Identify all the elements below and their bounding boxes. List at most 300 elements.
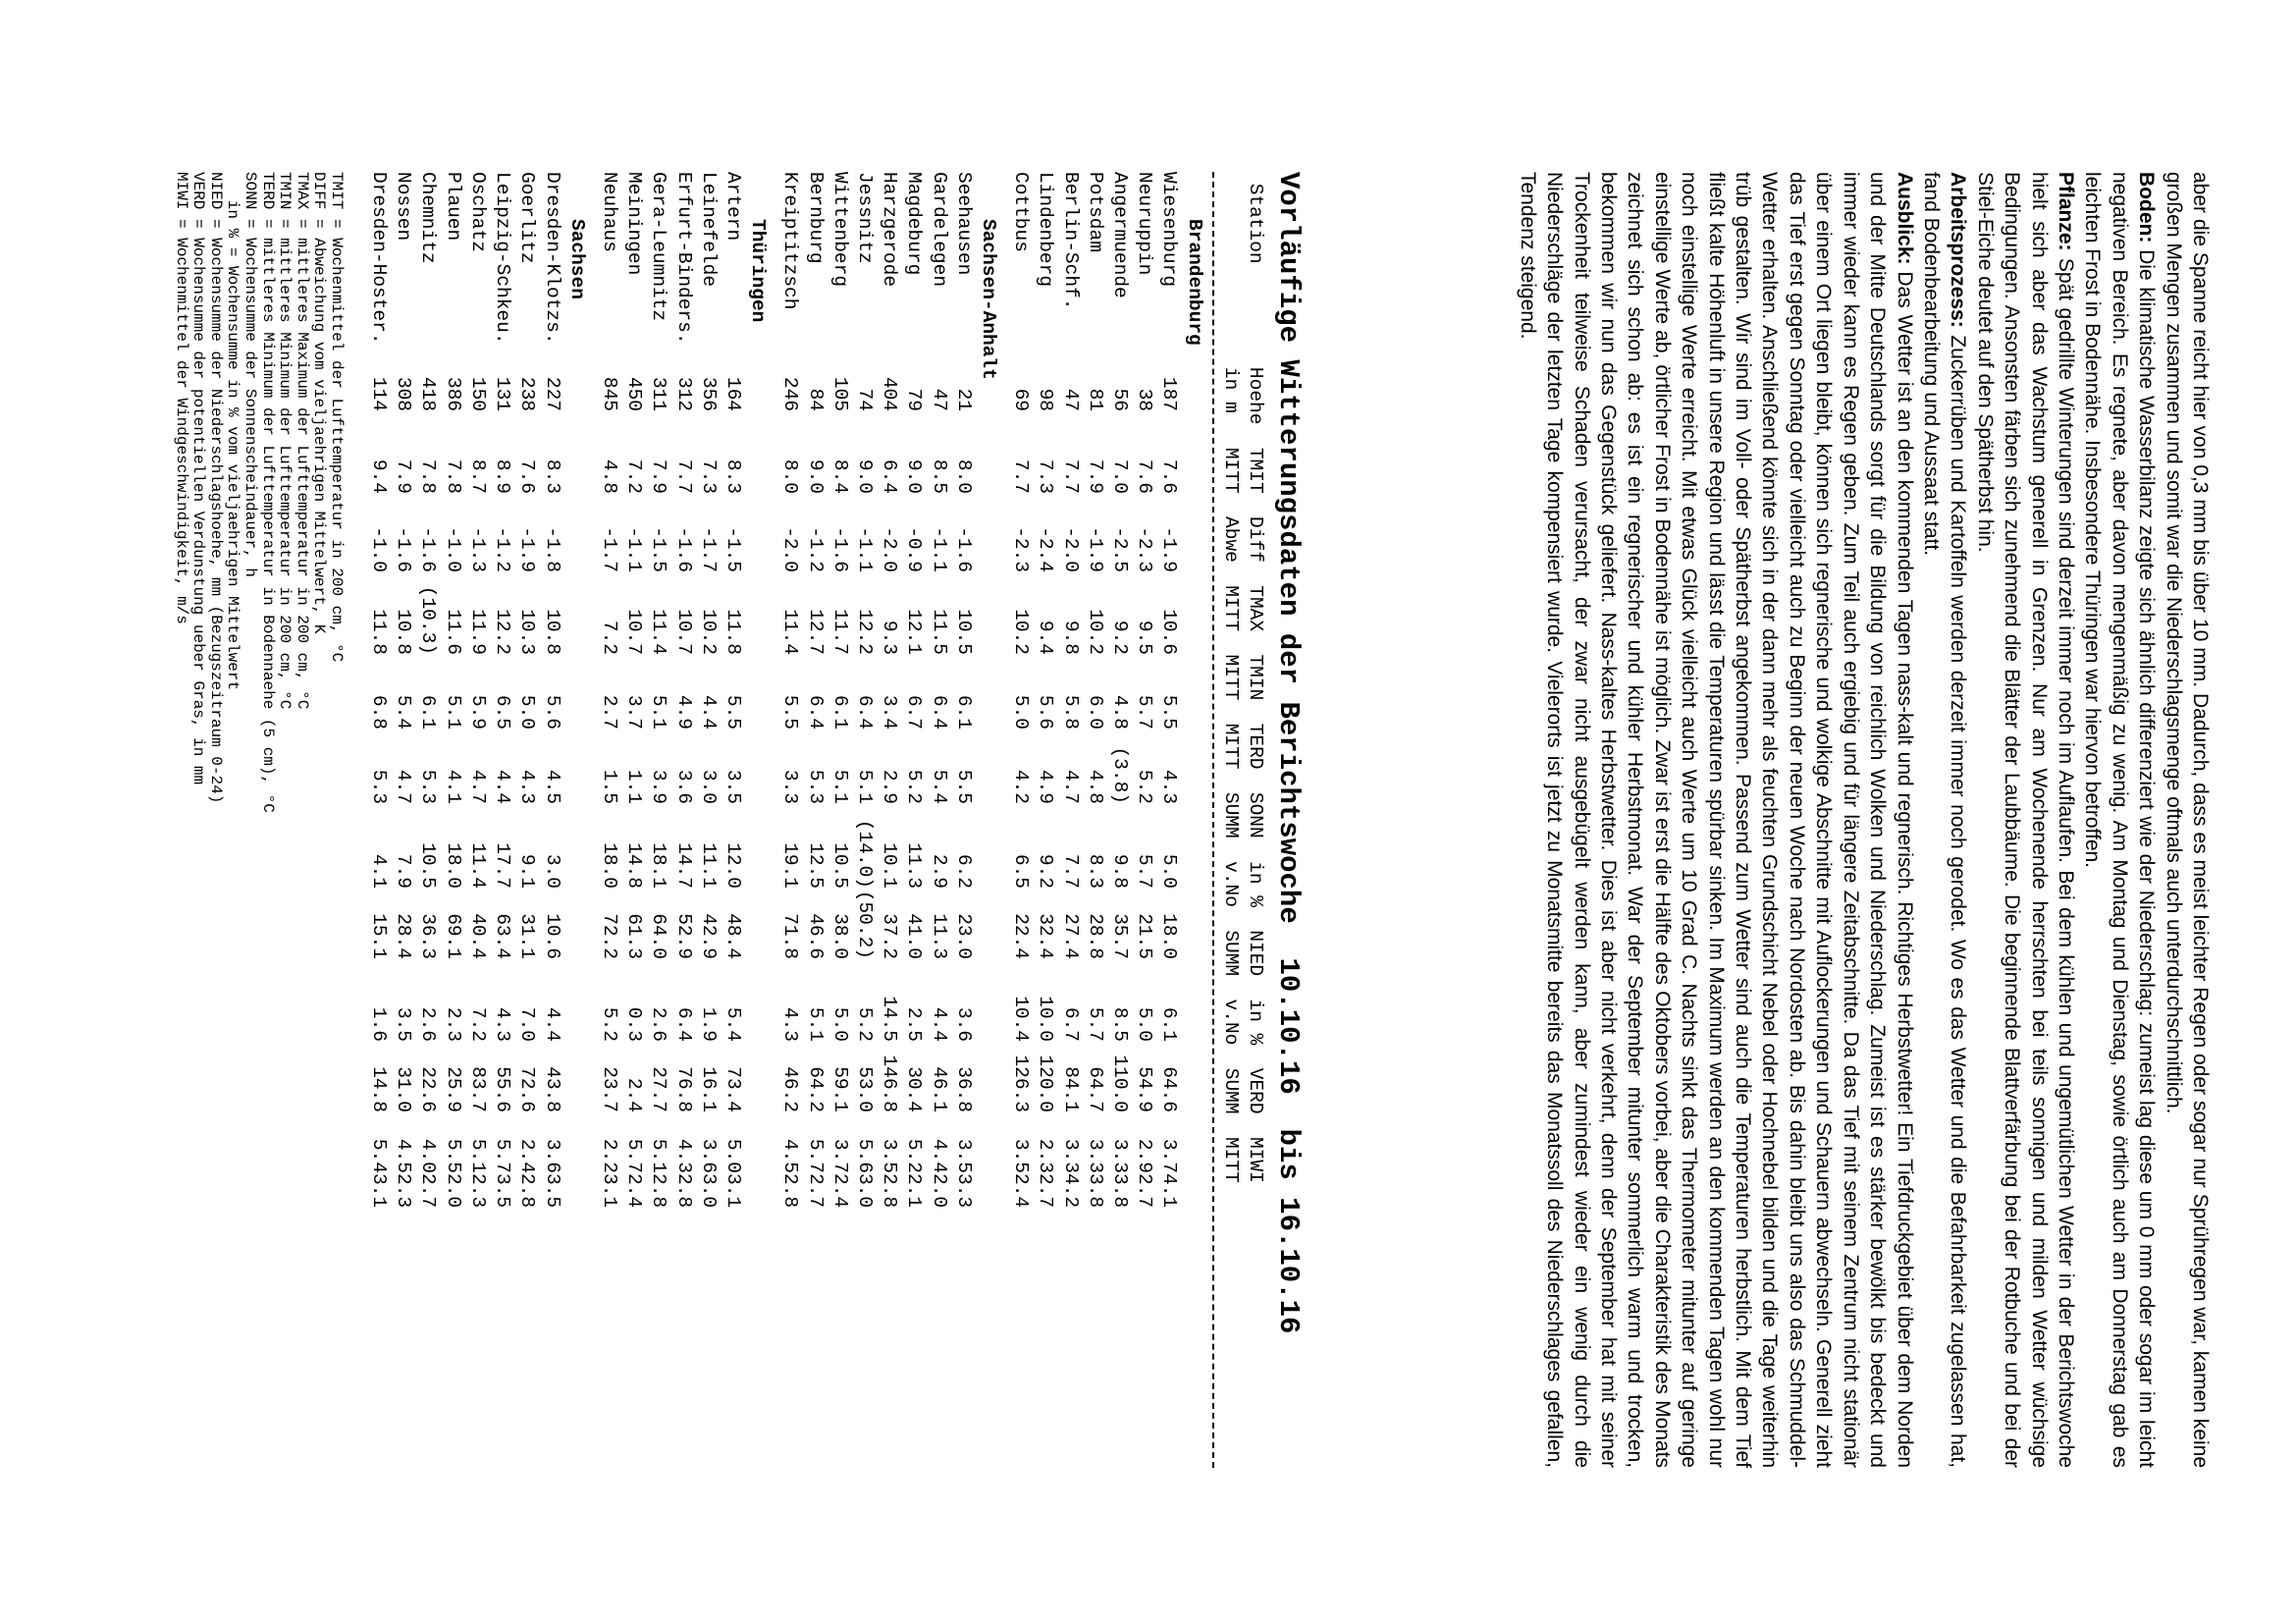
station-value: 6.1 (1158, 1006, 1181, 1042)
station-value: 7.2 (598, 620, 620, 655)
station-value: 11.6 (442, 609, 464, 655)
station-value: 3.0 (697, 769, 720, 804)
station-value: 6.8 (368, 694, 391, 730)
station-value: 2.3 (393, 1173, 415, 1209)
station-value: 21.5 (1134, 913, 1156, 959)
station-row (1008, 172, 1033, 1468)
station-value: -1.6 (393, 526, 415, 572)
station-value: 8.7 (466, 459, 489, 494)
station-value: 2.6 (648, 1006, 670, 1042)
station-value: 5.8 (1059, 694, 1082, 730)
station-value: 64.6 (1158, 1066, 1181, 1112)
station-row (1083, 172, 1107, 1468)
station-row (514, 172, 539, 1468)
station-value: 11.4 (648, 609, 670, 655)
station-value: 8.3 (1084, 853, 1106, 889)
station-value: 18.0 (598, 842, 620, 889)
station-value: 59.1 (828, 1066, 851, 1112)
station-value: 2.8 (779, 1173, 802, 1209)
station-value: 40.4 (466, 913, 489, 959)
station-value: 76.8 (672, 1066, 695, 1112)
station-value: 5.2 (853, 1006, 876, 1042)
station-value: 3.3 (1059, 1138, 1082, 1173)
station-value: 3.9 (648, 769, 670, 804)
header-divider (1212, 172, 1214, 1468)
station-value: 4.4 (492, 769, 514, 804)
station-value: 7.2 (466, 1006, 489, 1042)
station-value: 42.9 (697, 913, 720, 959)
station-value: 9.4 (1035, 620, 1057, 655)
station-value: 7.7 (1010, 459, 1033, 494)
station-value: 10.6 (1158, 609, 1181, 655)
station-value: 5.1 (648, 694, 670, 730)
station-value: 7.3 (697, 459, 720, 494)
station-value: 23.7 (598, 1066, 620, 1112)
station-value: 9.8 (1108, 853, 1131, 889)
station-value: 450 (623, 376, 646, 411)
station-value: 238 (516, 376, 539, 411)
station-row (465, 172, 490, 1468)
station-value: 5.7 (804, 1138, 827, 1173)
station-value: (10.3) (417, 585, 440, 655)
station-value: 386 (442, 376, 464, 411)
station-value: 10.2 (697, 609, 720, 655)
station-value: 5.5 (779, 694, 802, 730)
station-value: 3.5 (393, 1006, 415, 1042)
abbreviation-legend (172, 172, 345, 1468)
station-value: 3.6 (697, 1138, 720, 1173)
station-value: 2.8 (516, 1173, 539, 1209)
station-value: -1.1 (623, 526, 646, 572)
paragraph-boden: Boden: Die klimatische Wasserbilanz zeigte sich ähnlich differenziert wie der Niederschlag: zumeist lag diese um 0 mm oder sogar im leicht negativen Bereich. Es regnete, aber davon mengenmäßig zu wenig. Am Montag und Dienstag, sowie örtlich auch am Donnerstag gab es leichten Frost in Bodennähe. Insbesondere Thüringen war hiervon betroffen. (2081, 172, 2159, 1468)
station-value: 3.1 (368, 1173, 391, 1209)
station-value: 4.5 (779, 1138, 802, 1173)
station-value: 11.3 (928, 913, 950, 959)
station-value: 120.0 (1035, 1055, 1057, 1112)
station-value: 5.3 (417, 769, 440, 804)
station-value: 3.5 (1010, 1138, 1033, 1173)
station-row (415, 172, 440, 1468)
station-value: 4.7 (393, 769, 415, 804)
station-value: 2.8 (648, 1173, 670, 1209)
station-value: 21 (952, 388, 975, 411)
station-value: 7.7 (672, 459, 695, 494)
station-value: (3.8) (1108, 746, 1131, 804)
station-value: 37.2 (879, 913, 901, 959)
group-spacer (1000, 172, 1008, 1468)
station-name: Magdeburg (903, 172, 926, 276)
station-value: 5.0 (721, 1138, 744, 1173)
station-value: 2.7 (598, 694, 620, 730)
report-title: Vorläufige Witterungsdaten der Berichtswoche 10.10.16 bis 16.10.16 (1272, 172, 1305, 1334)
station-value: 5.2 (903, 769, 926, 804)
station-value: 4.3 (492, 1006, 514, 1042)
station-name: Oschatz (466, 172, 489, 252)
station-name: Harzgerode (879, 172, 901, 288)
station-value: 5.6 (1035, 694, 1057, 730)
station-row (490, 172, 514, 1468)
station-value: 0.3 (623, 1006, 646, 1042)
station-value: 4.3 (516, 769, 539, 804)
station-value: 4.5 (393, 1138, 415, 1173)
station-value: 27.4 (1059, 913, 1082, 959)
station-value: 3.3 (1084, 1138, 1106, 1173)
station-value: 64.0 (648, 913, 670, 959)
station-value: 47 (1059, 388, 1082, 411)
station-value: -2.3 (1010, 526, 1033, 572)
paragraph-ausblick: Ausblick: Das Wetter ist an den kommenden Tagen nass-kalt und regnerisch. Richtiges Herbstwetter! Ein Tiefdruckgebiet über dem Norden und der Mitte Deutschlands sorgt für die Bildung von reichlich Wolken und Niederschlag. Zumeist ist es stärker bewölkt bis bedeckt und immer wieder kann es Regen geben. Zum Teil auch ergiebig und für längere Zeitabschnitte. Da das Tief mit seinem Zentrum nicht stationär über einem Ort liegen bleibt, können sich regnerische und wolkige Abschnitte mit Auflockerungen und Schauern abwechseln. Generell zieht das Tief erst gegen Sonntag oder vielleicht auch zu Beginn der neuen Woche nach Nordosten ab. Bis dahin bleibt uns also das Schmuddel-Wetter erhalten. Anschließend könnte sich in der dann mehr als feuchten Grundschicht Nebel oder Hochnebel bilden und die Tage weiterhin trüb gestalten. Wir sind im Voll- oder Spätherbst angekommen. Passend zum Wetter sind auch die Temperaturen herbstlich. Mit dem Tief fließt kalte Höhenluft in unsere Region und lässt die Temperaturen spürbar sinken. Im Maximum werden an den kommenden Tagen wohl nur noch einstellige Werte erreicht. Mit etwas Glück vielleicht auch Werte um 10 Grad C. Nachts sinkt das Thermometer mitunter auf geringe einstellige Werte ab, örtlicher Frost in Bodennähe ist möglich. Zwar ist erst die Hälfte des Oktobers vorbei, aber die Charakteristik des Monats zeichnet sich schon ab: es ist ein regnerischer und kühler Herbstmonat. War der September mitunter sommerlich warm und trocken, bekommen wir nun das Gegenstück geliefert. Nass-kaltes Herbstwetter. Dies ist aber nicht verkehrt, denn der September hat mit seiner Trockenheit teilweise Schaden verursacht, der zwar nicht ausgebügelt werden kann, aber zumindest wieder ein wenig durch die Niederschläge der letzten Tage kompensiert wurde. Vielerorts ist jetzt zu Monatsmitte bereits das Monatssoll des Niederschlages gefallen, Tendenz steigend. (1516, 172, 1916, 1468)
station-value: 12.5 (804, 842, 827, 889)
station-value: -2.5 (1108, 526, 1131, 572)
station-table (366, 172, 1206, 1468)
legend-line: TMIT = Wochenmittel der Lufttemperatur in 200 cm, °C (327, 172, 346, 663)
station-value: 9.3 (879, 620, 901, 655)
station-value: 5.1 (442, 694, 464, 730)
station-value: 53.0 (853, 1066, 876, 1112)
station-row (721, 172, 745, 1468)
station-value: 5.3 (804, 769, 827, 804)
station-value: 22.6 (417, 1066, 440, 1112)
station-value: 81 (1084, 388, 1106, 411)
station-value: 5.1 (804, 1006, 827, 1042)
station-value: 3.5 (541, 1173, 563, 1209)
station-value: 3.1 (598, 1173, 620, 1209)
paragraph-precipitation: aber die Spanne reicht hier von 0,3 mm bis über 10 mm. Dadurch, dass es meist leichter Regen oder sogar nur Sprühregen war, kamen keine großen Mengen zusammen und somit war die Niederschlagsmenge oftmals auch unterdurchschnittlich. (2162, 172, 2212, 1468)
station-value: 27.7 (648, 1066, 670, 1112)
station-value: 2.4 (828, 1173, 851, 1209)
station-value: 2.8 (672, 1173, 695, 1209)
station-value: 9.2 (1035, 853, 1057, 889)
station-row (597, 172, 621, 1468)
station-value: 10.6 (541, 913, 563, 959)
station-value: -2.0 (879, 526, 901, 572)
station-name: Berlin-Schf. (1059, 172, 1082, 310)
station-value: 4.4 (928, 1138, 950, 1173)
station-value: (50.2) (853, 890, 876, 959)
group-spacer (589, 172, 597, 1468)
station-value: 5.1 (648, 1138, 670, 1173)
region-heading: Sachsen (565, 219, 588, 299)
station-value: 4.5 (541, 769, 563, 804)
station-value: 7.7 (1059, 459, 1082, 494)
station-row (926, 172, 950, 1468)
station-row (391, 172, 415, 1468)
station-value: 4.4 (697, 694, 720, 730)
station-value: 7.0 (1108, 459, 1131, 494)
station-value: -1.6 (828, 526, 851, 572)
station-row (1033, 172, 1057, 1468)
station-value: 6.4 (804, 694, 827, 730)
station-value: -1.0 (368, 526, 391, 572)
station-value: 10.7 (672, 609, 695, 655)
station-value: 7.9 (393, 459, 415, 494)
station-value: 16.1 (697, 1066, 720, 1112)
station-value: 6.4 (879, 459, 901, 494)
station-value: -1.1 (928, 526, 950, 572)
station-value: -2.0 (779, 526, 802, 572)
station-value: 5.4 (721, 1006, 744, 1042)
station-value: 5.7 (1134, 853, 1156, 889)
station-value: -2.0 (1059, 526, 1082, 572)
station-value: 5.3 (368, 769, 391, 804)
station-value: 48.4 (721, 913, 744, 959)
station-value: 69 (1010, 388, 1033, 411)
station-row (852, 172, 877, 1468)
station-value: 7.6 (1158, 459, 1181, 494)
table-header-line-2: in m MITT Abwe MITT MITT MITT SUMM v.No SUMM v.No SUMM MITT (1219, 172, 1242, 1183)
station-value: -1.6 (952, 526, 975, 572)
station-value: 308 (393, 376, 415, 411)
station-value: 3.4 (879, 694, 901, 730)
group-spacer (770, 172, 777, 1468)
station-value: -1.5 (648, 526, 670, 572)
station-value: 7.8 (442, 459, 464, 494)
legend-line: SONN = Wochensumme der Sonnenscheindauer, h (240, 172, 259, 577)
station-value: 10.3 (516, 609, 539, 655)
station-value: 10.8 (393, 609, 415, 655)
station-value: 10.0 (1035, 996, 1057, 1042)
station-value: 3.3 (1108, 1138, 1131, 1173)
station-value: 35.7 (1108, 913, 1131, 959)
station-name: Bernburg (804, 172, 827, 264)
station-value: 2.7 (417, 1173, 440, 1209)
station-value: 46.1 (928, 1066, 950, 1112)
station-name: Neuruppin (1134, 172, 1156, 276)
boden-label: Boden: (2135, 172, 2159, 243)
station-value: 14.8 (623, 842, 646, 889)
station-name: Gardelegen (928, 172, 950, 288)
station-row (1132, 172, 1156, 1468)
station-value: 8.5 (1108, 1006, 1131, 1042)
station-value: 3.8 (1108, 1173, 1131, 1209)
station-value: 5.9 (466, 694, 489, 730)
station-value: -0.9 (903, 526, 926, 572)
station-value: 6.5 (492, 694, 514, 730)
station-value: 4.1 (368, 853, 391, 889)
station-value: 6.1 (417, 694, 440, 730)
station-name: Neuhaus (598, 172, 620, 252)
station-value: 5.2 (598, 1006, 620, 1042)
station-value: 4.3 (779, 1006, 802, 1042)
station-name: Meiningen (623, 172, 646, 276)
station-value: 8.4 (828, 459, 851, 494)
legend-line: MIWI = Wochenmittel der Windgeschwindigkeit, m/s (172, 172, 190, 624)
station-value: 11.8 (721, 609, 744, 655)
station-value: 5.2 (1134, 769, 1156, 804)
station-value: 55.6 (492, 1066, 514, 1112)
station-value: 3.6 (672, 769, 695, 804)
station-value: 110.0 (1108, 1055, 1131, 1112)
station-value: 2.2 (598, 1138, 620, 1173)
station-name: Erfurt-Binders. (672, 172, 695, 345)
station-value: 2.4 (516, 1138, 539, 1173)
station-value: 2.4 (623, 1077, 646, 1112)
station-name: Dresden-Klotzs. (541, 172, 563, 345)
station-value: 14.8 (368, 1066, 391, 1112)
station-name: Leinefelde (697, 172, 720, 288)
station-value: 3.7 (828, 1138, 851, 1173)
station-value: 2.9 (879, 769, 901, 804)
station-name: Artern (721, 172, 744, 242)
station-value: 2.4 (1010, 1173, 1033, 1209)
station-value: 5.1 (828, 769, 851, 804)
station-value: 98 (1035, 388, 1057, 411)
pflanze-label: Pflanze: (2054, 172, 2077, 251)
station-value: 2.7 (804, 1173, 827, 1209)
station-value: 56 (1108, 388, 1131, 411)
station-value: 5.0 (1158, 853, 1181, 889)
station-value: 10.2 (1084, 609, 1106, 655)
station-value: 187 (1158, 376, 1181, 411)
station-value: 6.4 (672, 1006, 695, 1042)
station-value: 83.7 (466, 1066, 489, 1112)
station-name: Plauen (442, 172, 464, 242)
station-value: 5.5 (442, 1138, 464, 1173)
station-value: 7.7 (1059, 853, 1082, 889)
station-value: 6.1 (952, 694, 975, 730)
station-value: 7.8 (417, 459, 440, 494)
station-value: 5.1 (466, 1138, 489, 1173)
station-value: 9.0 (804, 459, 827, 494)
station-value: 3.1 (721, 1173, 744, 1209)
station-value: 6.1 (828, 694, 851, 730)
station-value: 43.8 (541, 1066, 563, 1112)
station-value: 41.0 (903, 913, 926, 959)
station-value: -1.0 (442, 526, 464, 572)
station-value: 9.2 (1108, 620, 1131, 655)
station-value: 3.7 (1158, 1138, 1181, 1173)
station-value: 3.3 (779, 769, 802, 804)
station-value: 79 (903, 388, 926, 411)
station-value: 5.7 (1134, 694, 1156, 730)
station-name: Nossen (393, 172, 415, 242)
station-value: 7.2 (623, 459, 646, 494)
station-value: -2.4 (1035, 526, 1057, 572)
station-name: Cottbus (1010, 172, 1033, 252)
station-value: 5.4 (393, 694, 415, 730)
station-value: 7.6 (516, 459, 539, 494)
station-value: 418 (417, 376, 440, 411)
station-value: 28.8 (1084, 913, 1106, 959)
station-value: 6.7 (903, 694, 926, 730)
station-value: 311 (648, 376, 670, 411)
station-value: -1.2 (492, 526, 514, 572)
station-value: 10.8 (541, 609, 563, 655)
station-value: 8.0 (779, 459, 802, 494)
station-value: 84.1 (1059, 1066, 1082, 1112)
station-row (441, 172, 465, 1468)
station-value: 4.8 (1108, 694, 1131, 730)
station-value: -1.6 (417, 526, 440, 572)
station-value: 7.3 (1035, 459, 1057, 494)
station-value: 5.2 (903, 1138, 926, 1173)
station-row (1156, 172, 1181, 1468)
station-value: 4.9 (1035, 769, 1057, 804)
legend-line: TMAX = mittleres Maximum der Lufttemperatur in 200 cm, °C (293, 172, 311, 710)
region-heading: Brandenburg (1183, 219, 1205, 346)
station-row (951, 172, 976, 1468)
station-value: 5.5 (1158, 694, 1181, 730)
station-value: 7.9 (648, 459, 670, 494)
station-row (1057, 172, 1082, 1468)
station-value: 2.5 (903, 1006, 926, 1042)
station-value: 404 (879, 376, 901, 411)
arbeitsprozess-label: Arbeitsprozess: (1947, 172, 1970, 328)
station-name: Wittenberg (828, 172, 851, 288)
station-value: -1.7 (697, 526, 720, 572)
station-row (621, 172, 646, 1468)
station-value: 5.4 (368, 1138, 391, 1173)
station-name: Jessnitz (853, 172, 876, 264)
station-value: 3.5 (879, 1138, 901, 1173)
station-value: 10.5 (417, 842, 440, 889)
table-header-line-1: Station Hoehe TMIT Diff TMAX TMIN TERD SONN in % NIED in % VERD MIWI (1245, 172, 1266, 1183)
station-value: 5.6 (541, 694, 563, 730)
station-value: 4.2 (1010, 769, 1033, 804)
station-value: 61.3 (623, 913, 646, 959)
station-name: Kreiptitzsch (779, 172, 802, 310)
station-value: 356 (697, 376, 720, 411)
station-value: 2.3 (442, 1006, 464, 1042)
station-value: 4.9 (672, 694, 695, 730)
station-value: 3.6 (541, 1138, 563, 1173)
station-value: 4.1 (1158, 1173, 1181, 1209)
station-row (646, 172, 670, 1468)
station-value: 5.0 (1134, 1006, 1156, 1042)
station-value: 7.0 (516, 1006, 539, 1042)
station-value: 11.8 (368, 609, 391, 655)
station-value: 131 (492, 376, 514, 411)
legend-line: TMIN = mittleres Minimum der Lufttemperatur in 200 cm, °C (276, 172, 294, 710)
station-name: Potsdam (1084, 172, 1106, 252)
station-value: 5.0 (1010, 694, 1033, 730)
station-value: 1.5 (598, 769, 620, 804)
station-value: 3.0 (853, 1173, 876, 1209)
station-value: 5.1 (853, 769, 876, 804)
station-row (802, 172, 827, 1468)
station-value: 5.6 (853, 1138, 876, 1173)
station-value: 14.7 (672, 842, 695, 889)
station-value: 4.3 (672, 1138, 695, 1173)
station-value: 72.6 (516, 1066, 539, 1112)
station-value: 3.7 (623, 694, 646, 730)
station-value: 32.4 (1035, 913, 1057, 959)
station-value: 6.0 (1084, 694, 1106, 730)
station-value: 12.1 (903, 609, 926, 655)
station-value: 5.7 (623, 1138, 646, 1173)
station-value: 1.9 (697, 1006, 720, 1042)
station-value: 22.4 (1010, 913, 1033, 959)
station-value: 5.0 (516, 694, 539, 730)
station-value: 11.9 (466, 609, 489, 655)
station-row (696, 172, 721, 1468)
station-value: 11.7 (828, 609, 851, 655)
legend-line: DIFF = Abweichung vom vieljaehrigen Mittelwert, K (310, 172, 329, 634)
station-value: 3.8 (1084, 1173, 1106, 1209)
station-value: 9.4 (368, 459, 391, 494)
station-value: 150 (466, 376, 489, 411)
station-value: 4.4 (928, 1006, 950, 1042)
station-value: 12.0 (721, 842, 744, 889)
station-value: 2.6 (417, 1006, 440, 1042)
station-value: 7.9 (393, 853, 415, 889)
station-value: 4.7 (1059, 769, 1082, 804)
station-value: 3.3 (952, 1173, 975, 1209)
station-value: 6.7 (1059, 1006, 1082, 1042)
station-value: 31.1 (516, 913, 539, 959)
station-value: 28.4 (393, 913, 415, 959)
report-text (1514, 172, 2214, 1468)
